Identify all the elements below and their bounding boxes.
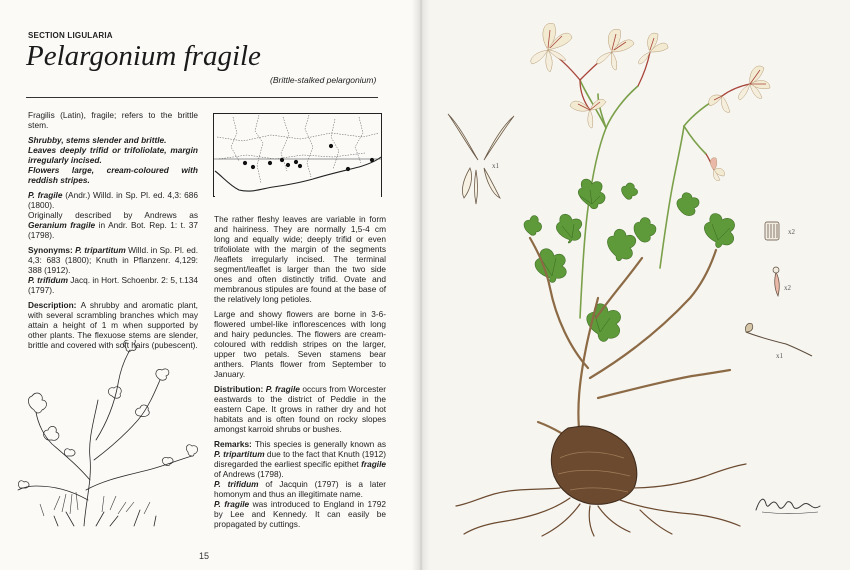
remarks2-text: of Jacquin (1797) is a later homonym and thus an illegitimate name. (214, 479, 387, 499)
original-text: in Andr. Bot. Rep. 1: t. 37 (1798). (28, 220, 198, 240)
synonym-1-text: Willd. in Sp. Pl. ed. 4,3: 683 (1800); Knuth in Pflanzenr. 4,129: 388 (1912). (28, 245, 199, 275)
synonym-2-text: Jacq. in Hort. Schoenbr. 2: 5, t.134 (1797). (28, 275, 199, 295)
flowers (531, 23, 770, 180)
leaves-paragraph (214, 214, 386, 304)
leaves-text: The rather fleshy leaves are variable in form and hairiness. They are normally 1,5-4 cm long and equally wide; deeply trifid or even trifoliolate with the margin of the segments /leaflets irregularly incised. The terminal segment/leaflet is larger than the two side ones and often distinctly trifid. Ovate and membranous stipules are found at the base of the relatively long petioles. (214, 214, 386, 304)
remarks-paragraph (214, 439, 386, 529)
book-gutter (412, 0, 430, 570)
original-name: Geranium fragile (28, 220, 96, 230)
floral-details (745, 222, 812, 356)
remarks-label: Remarks: (214, 439, 255, 449)
header-rule (26, 97, 378, 98)
magnification-3: x2 (784, 284, 791, 292)
magnification-1: x1 (492, 162, 499, 170)
tuberous-base (551, 426, 636, 504)
synonym-2-name: P. trifidum (28, 275, 68, 285)
original-lead: Originally described by Andrews as (28, 210, 198, 220)
text-column-left (28, 110, 198, 355)
magnification-2: x2 (788, 228, 795, 236)
artist-signature (752, 488, 824, 518)
synonym-1-name: P. tripartitum (75, 245, 126, 255)
section-label: SECTION LIGULARIA (28, 31, 113, 40)
distribution-paragraph (214, 384, 386, 434)
citation (28, 190, 198, 240)
magnification-4: x1 (776, 352, 783, 360)
citation-name: P. fragile (28, 190, 63, 200)
citation-text: (Andr.) Willd. in Sp. Pl. ed. 4,3: 686 (1800). (28, 190, 198, 210)
petal-details (448, 114, 514, 204)
flowers-paragraph (214, 309, 386, 379)
synonyms-label: Synonyms: (28, 245, 76, 255)
remarks-name-1: P. tripartitum (214, 449, 265, 459)
distribution-name: P. fragile (265, 384, 300, 394)
remarks-t1: This species is generally known as (254, 439, 386, 449)
description-label: Description: (28, 300, 81, 310)
remarks3-name: P. fragile (214, 499, 250, 509)
description-text: A shrubby and aromatic plant, with several scrambling branches which may attain a height of 1 m when supported by other plants. The flexuose stems are slender, brittle and covered with soft hairs (pubescent). (28, 300, 198, 350)
remarks2-name: P. trifidum (214, 479, 259, 489)
distribution-map (213, 113, 382, 197)
diagnosis-flowers: Flowers large, cream-coloured with reddish stripes. (28, 165, 198, 185)
species-title: Pelargonium fragile (26, 40, 261, 72)
botanical-plate (430, 18, 830, 538)
diagnosis (28, 135, 198, 185)
remarks3-text: was introduced to England in 1792 by Lee and Kennedy. It can easily be propagated by cuttings. (214, 499, 386, 529)
page-number: 15 (199, 551, 210, 561)
etymology-text: Fragilis (Latin), fragile; refers to the brittle stem. (28, 110, 198, 130)
synonyms (28, 245, 198, 295)
remarks-t3: of Andrews (1798). (214, 469, 284, 479)
distribution-label: Distribution: (214, 384, 266, 394)
diagnosis-leaves: Leaves deeply trifid or trifoliolate, margin irregularly incised. (28, 145, 198, 165)
common-name: (Brittle-stalked pelargonium) (270, 75, 377, 85)
distribution-text: occurs from Worcester eastwards to the district of Peddie in the eastern Cape. It grows in rather dry and hot habitats and is often found on rocky slopes amongst karroid shrubs or bushes. (214, 384, 386, 434)
remarks-t2: due to the fact that Knuth (1912) disregarded the earliest specific epithet (214, 449, 386, 469)
text-column-right (214, 214, 386, 534)
remarks-name-2: fragile (361, 459, 386, 469)
flowers-text: Large and showy flowers are borne in 3-6-flowered umbel-like inflorescences with long and hairy peduncles. The flowers are cream-coloured with reddish stripes on the larger, upper two petals. Seven stamens bear anthers. Plants flower from September to January. (214, 309, 386, 379)
plant-sketch (14, 340, 202, 530)
diagnosis-stems: Shrubby, stems slender and brittle. (28, 135, 167, 145)
etymology (28, 110, 198, 130)
